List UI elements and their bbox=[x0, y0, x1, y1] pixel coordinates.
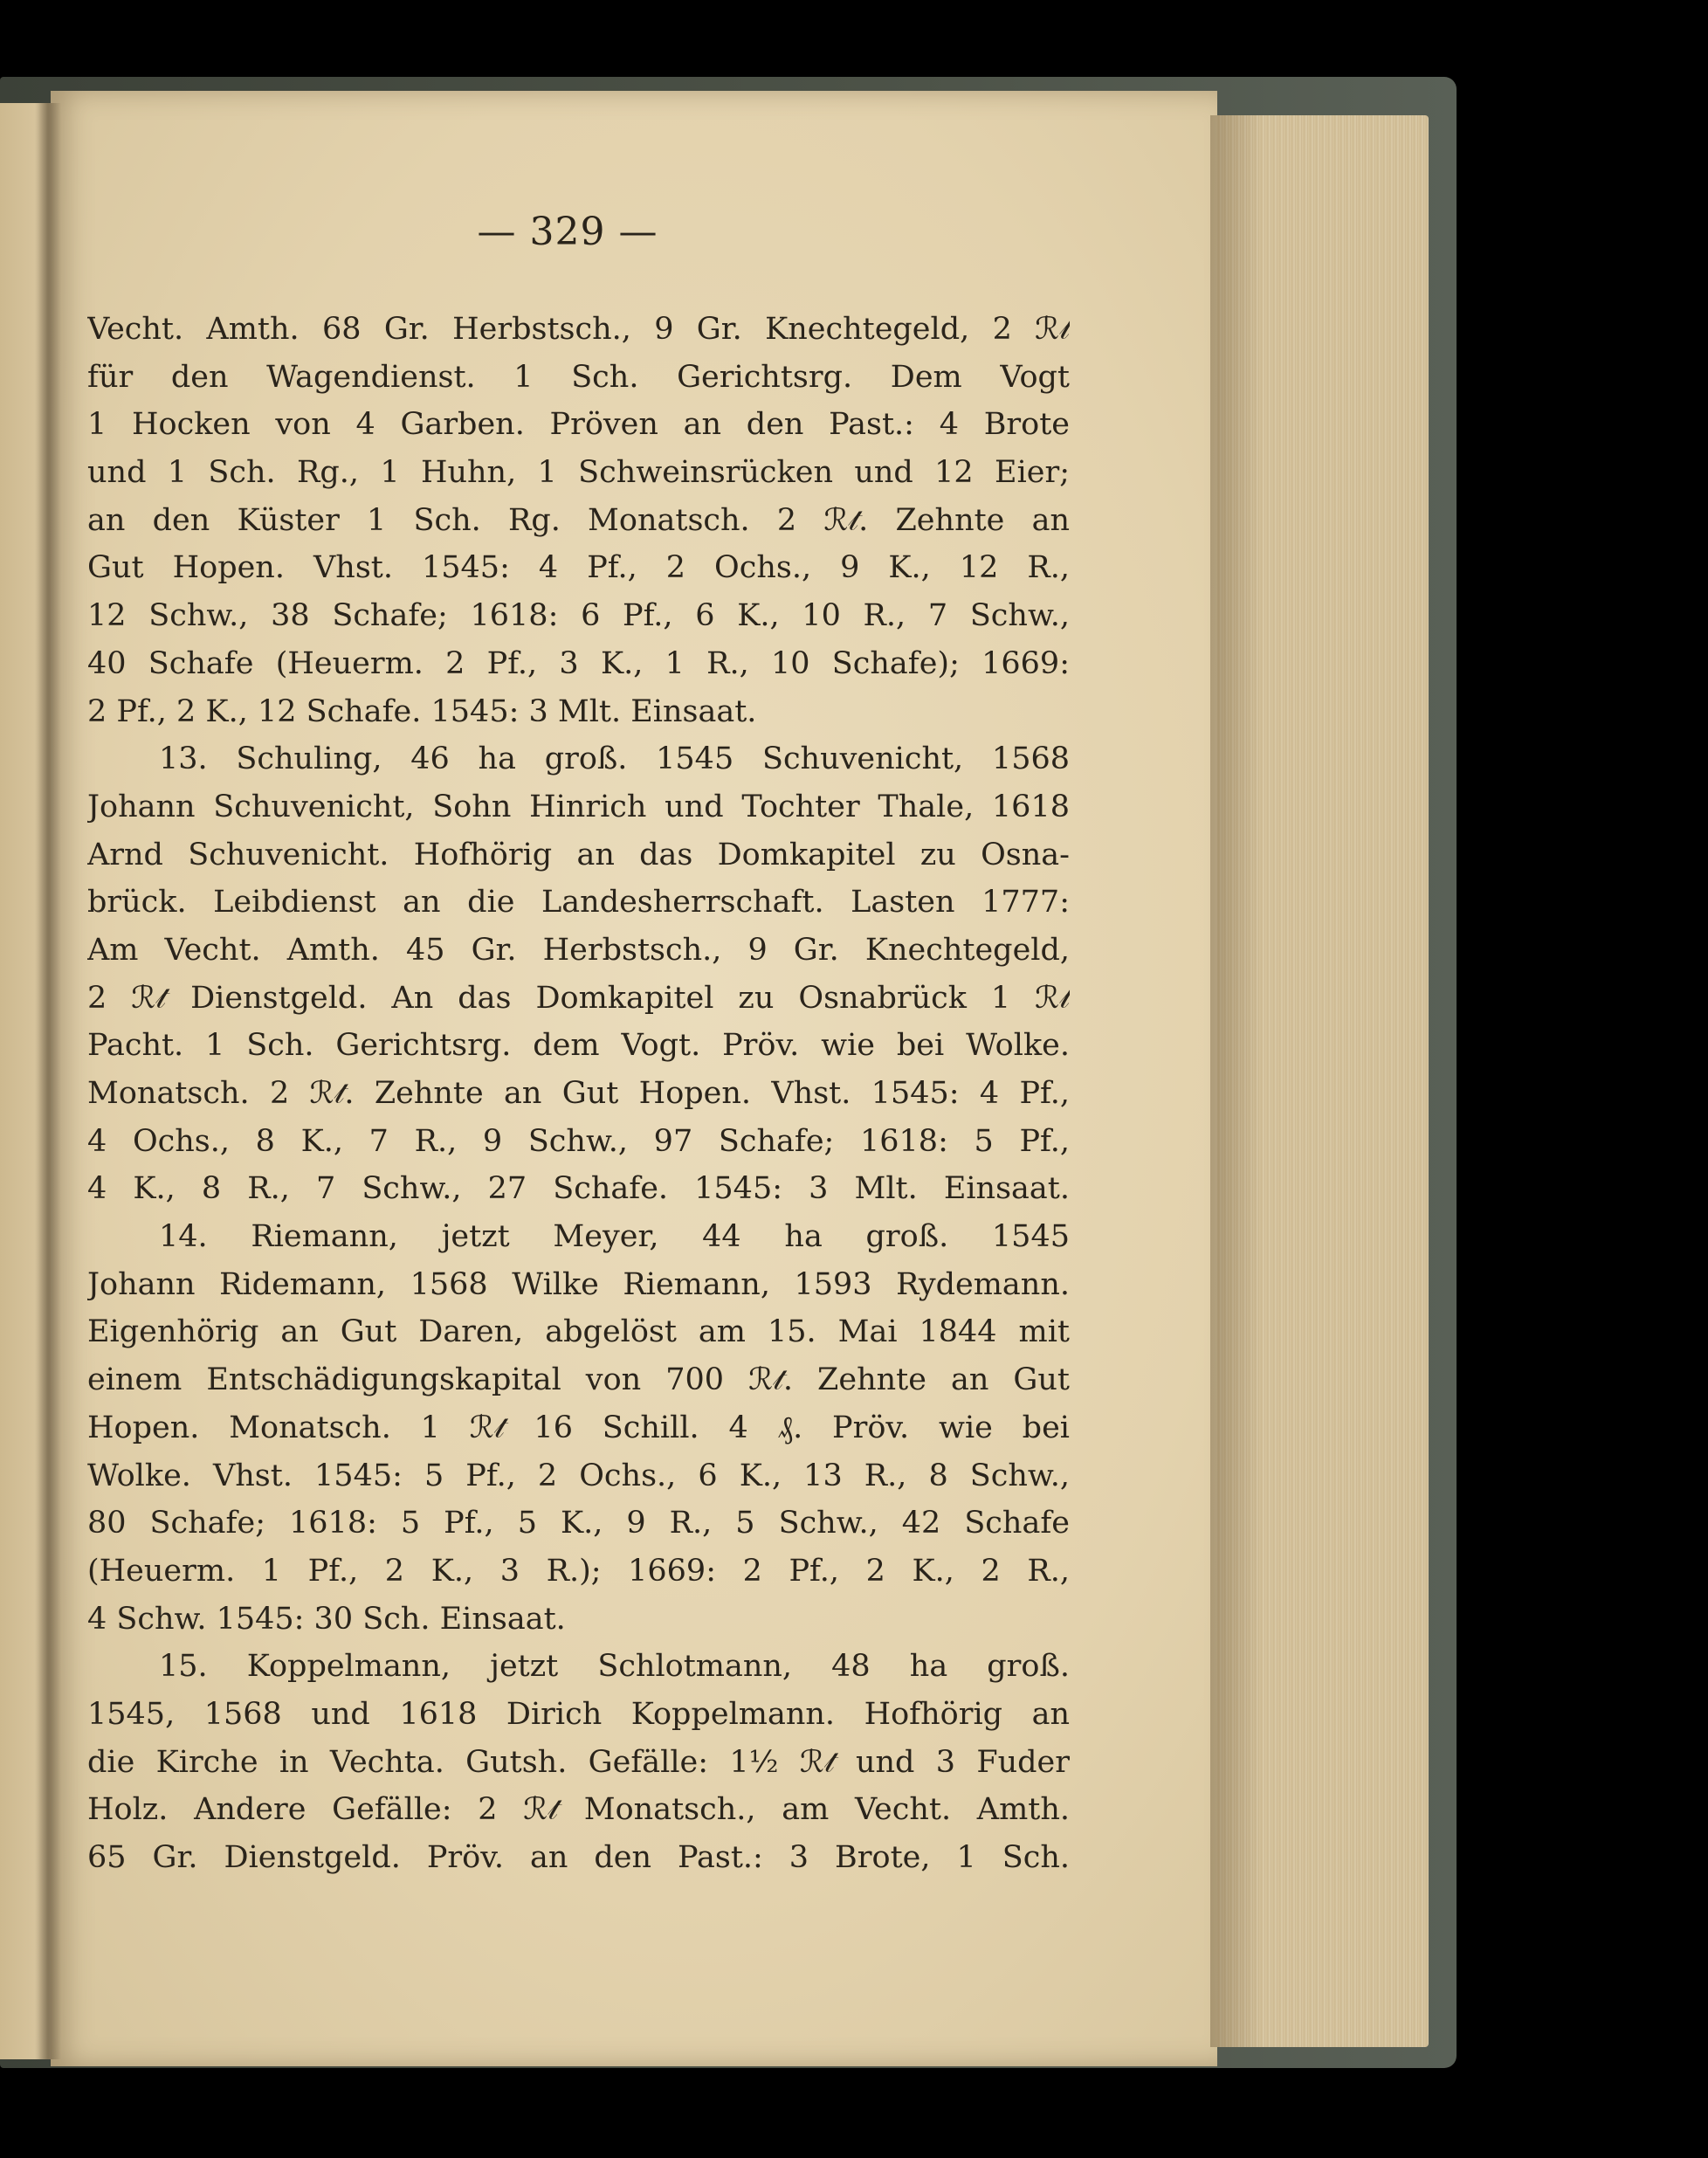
body-text bbox=[87, 306, 1070, 1882]
text-line: einem Entschädigungskapital von 700 ℛ𝓉. Zehnte an Gut bbox=[87, 1362, 1070, 1398]
text-line: 12 Schw., 38 Schafe; 1618: 6 Pf., 6 K., 10 R., 7 Schw., bbox=[87, 598, 1070, 634]
text-line: 1545, 1568 und 1618 Dirich Koppelmann. Hofhörig an bbox=[87, 1696, 1070, 1732]
text-line: Vecht. Amth. 68 Gr. Herbstsch., 9 Gr. Knechtegeld, 2 ℛ𝓉 bbox=[87, 312, 1070, 347]
text-line: Arnd Schuvenicht. Hofhörig an das Domkapitel zu Osna- bbox=[87, 837, 1070, 872]
text-line: Holz. Andere Gefälle: 2 ℛ𝓉 Monatsch., am Vecht. Amth. bbox=[87, 1792, 1070, 1828]
text-line: 40 Schafe (Heuerm. 2 Pf., 3 K., 1 R., 10 Schafe); 1669: bbox=[87, 645, 1070, 681]
text-line: und 1 Sch. Rg., 1 Huhn, 1 Schweinsrücken und 12 Eier; bbox=[87, 455, 1070, 491]
text-line: Johann Schuvenicht, Sohn Hinrich und Tochter Thale, 1618 bbox=[87, 789, 1070, 824]
text-line: Pacht. 1 Sch. Gerichtsrg. dem Vogt. Pröv. wie bei Wolke. bbox=[87, 1028, 1070, 1064]
gutter-shadow bbox=[35, 103, 61, 2059]
text-line: 4 K., 8 R., 7 Schw., 27 Schafe. 1545: 3 Mlt. Einsaat. bbox=[87, 1171, 1070, 1207]
text-line: die Kirche in Vechta. Gutsh. Gefälle: 1½ ℛ𝓉 und 3 Fuder bbox=[87, 1744, 1070, 1780]
text-line: 65 Gr. Dienstgeld. Pröv. an den Past.: 3 Brote, 1 Sch. bbox=[87, 1840, 1070, 1875]
text-line: 4 Schw. 1545: 30 Sch. Einsaat. bbox=[87, 1601, 566, 1637]
text-line: 2 Pf., 2 K., 12 Schafe. 1545: 3 Mlt. Einsaat. bbox=[87, 693, 757, 729]
text-line: Hopen. Monatsch. 1 ℛ𝓉 16 Schill. 4 ₰. Pröv. wie bei bbox=[87, 1410, 1070, 1445]
text-line: 80 Schafe; 1618: 5 Pf., 5 K., 9 R., 5 Schw., 42 Schafe bbox=[87, 1506, 1070, 1541]
text-line: 14. Riemann, jetzt Meyer, 44 ha groß. 1545 bbox=[159, 1219, 1070, 1255]
text-line: 4 Ochs., 8 K., 7 R., 9 Schw., 97 Schafe; 1618: 5 Pf., bbox=[87, 1123, 1070, 1159]
text-line: Am Vecht. Amth. 45 Gr. Herbstsch., 9 Gr. Knechtegeld, bbox=[87, 932, 1070, 968]
text-line: an den Küster 1 Sch. Rg. Monatsch. 2 ℛ𝓉. Zehnte an bbox=[87, 502, 1070, 538]
text-line: für den Wagendienst. 1 Sch. Gerichtsrg. Dem Vogt bbox=[87, 359, 1070, 395]
text-line: (Heuerm. 1 Pf., 2 K., 3 R.); 1669: 2 Pf., 2 K., 2 R., bbox=[87, 1553, 1070, 1589]
text-line: 2 ℛ𝓉 Dienstgeld. An das Domkapitel zu Osnabrück 1 ℛ𝓉 bbox=[87, 980, 1070, 1016]
text-line: Wolke. Vhst. 1545: 5 Pf., 2 Ochs., 6 K., 13 R., 8 Schw., bbox=[87, 1458, 1070, 1493]
text-line: Monatsch. 2 ℛ𝓉. Zehnte an Gut Hopen. Vhst. 1545: 4 Pf., bbox=[87, 1076, 1070, 1111]
text-line: Gut Hopen. Vhst. 1545: 4 Pf., 2 Ochs., 9 K., 12 R., bbox=[87, 550, 1070, 586]
page-edge-shadow bbox=[1210, 115, 1263, 2047]
text-line: 15. Koppelmann, jetzt Schlotmann, 48 ha groß. bbox=[159, 1649, 1070, 1685]
text-line: Johann Ridemann, 1568 Wilke Riemann, 1593 Rydemann. bbox=[87, 1266, 1070, 1302]
text-line: 13. Schuling, 46 ha groß. 1545 Schuvenicht, 1568 bbox=[159, 741, 1070, 777]
text-line: 1 Hocken von 4 Garben. Pröven an den Past.: 4 Brote bbox=[87, 407, 1070, 443]
text-line: Eigenhörig an Gut Daren, abgelöst am 15. Mai 1844 mit bbox=[87, 1314, 1070, 1350]
text-line: brück. Leibdienst an die Landesherrschaft. Lasten 1777: bbox=[87, 885, 1070, 920]
page-number: — 329 — bbox=[477, 210, 658, 254]
